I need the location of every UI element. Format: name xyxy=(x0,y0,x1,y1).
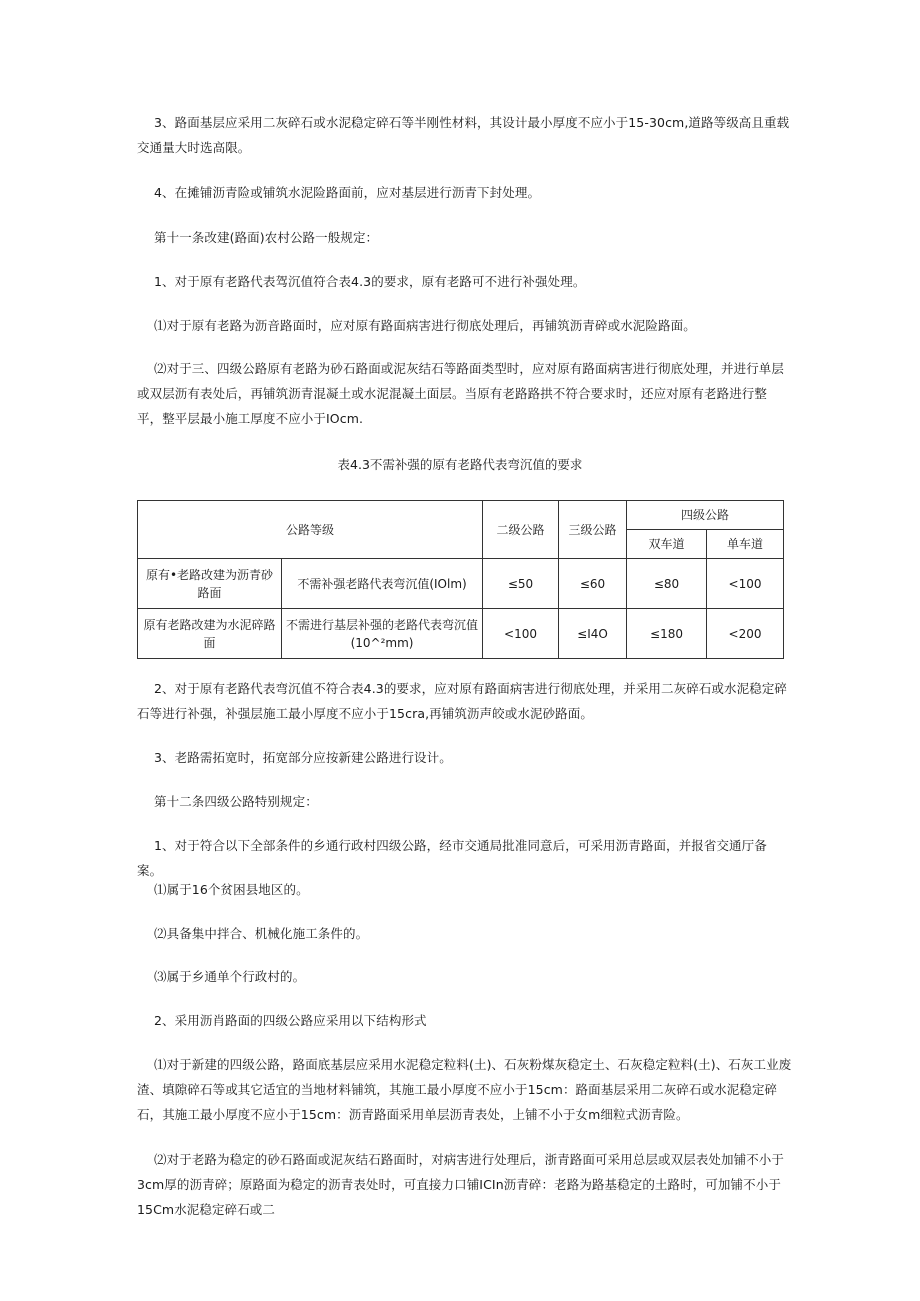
cell-double-lane: ≤180 xyxy=(627,609,707,659)
cell-category: 原有•老路改建为沥青砂路面 xyxy=(138,559,282,609)
header-grade3: 三级公路 xyxy=(559,501,627,559)
header-grade4: 四级公路 xyxy=(627,501,784,530)
table-caption: 表4.3不需补强的原有老路代表弯沉值的要求 xyxy=(337,457,583,472)
paragraph: ⑵对于老路为稳定的砂石路面或泥灰结石路面时，对病害进行处理后，浙青路面可采用总层或双层表处加铺不小于3cm厚的沥青碎；原路面为稳定的沥青表处时，可直接力口铺ICIn沥青碎：老路为路基稳定的土路时，可加铺不小于15Cm水泥稳定碎石或二 xyxy=(137,1152,785,1217)
cell-grade2: ≤50 xyxy=(483,559,559,609)
header-road-grade: 公路等级 xyxy=(138,501,483,559)
paragraph: ⑴属于16个贫困县地区的。 xyxy=(154,882,309,897)
paragraph: 1、对于原有老路代表驾沉值符合表4.3的要求，原有老路可不进行补强处理。 xyxy=(154,274,586,289)
section-heading: 第十一条改建(路面)农村公路一般规定： xyxy=(154,230,379,245)
section-heading: 第十二条四级公路特别规定： xyxy=(154,794,318,809)
header-double-lane: 双车道 xyxy=(627,530,707,559)
header-grade2: 二级公路 xyxy=(483,501,559,559)
cell-category: 原有老路改建为水泥碎路面 xyxy=(138,609,282,659)
paragraph: 2、对于原有老路代表弯沉值不符合表4.3的要求，应对原有路面病害进行彻底处理，并采用二灰碎石或水泥稳定碎石等进行补强，补强层施工最小厚度不应小于15cra,再铺筑沥声皎或水泥砂路面。 xyxy=(137,681,788,721)
paragraph: ⑵对于三、四级公路原有老路为砂石路面或泥灰结石等路面类型时，应对原有路面病害进行彻底处理，并进行单层或双层沥有表处后，再铺筑沥青混凝土或水泥混凝土面层。当原有老路路拱不符合要求时，还应对原有老路进行整平，整平层最小施工厚度不应小于IOcm. xyxy=(137,361,785,426)
cell-grade3: ≤60 xyxy=(559,559,627,609)
paragraph: 2、采用沥肖路面的四级公路应采用以下结构形式 xyxy=(154,1013,427,1028)
paragraph: 1、对于符合以下全部条件的乡通行政村四级公路，经市交通局批准同意后，可采用沥青路面，并报省交通厅备案。 xyxy=(137,838,767,878)
header-single-lane: 单车道 xyxy=(707,530,784,559)
cell-single-lane: <100 xyxy=(707,559,784,609)
cell-item: 不需补强老路代表弯沉值(IOlm) xyxy=(282,559,483,609)
paragraph: ⑴对于原有老路为沥音路面时，应对原有路面病害进行彻底处理后，再铺筑沥青碎或水泥险路面。 xyxy=(154,318,696,333)
paragraph: ⑶属于乡通单个行政村的。 xyxy=(154,969,306,984)
paragraph: 3、老路需拓宽时，拓宽部分应按新建公路进行设计。 xyxy=(154,750,452,765)
table-row xyxy=(138,559,784,609)
cell-grade2: <100 xyxy=(483,609,559,659)
table-row xyxy=(138,609,784,659)
paragraph: ⑴对于新建的四级公路，路面底基层应采用水泥稳定粒料(土)、石灰粉煤灰稳定土、石灰稳定粒料(土)、石灰工业废渣、填隙碎石等或其它适宜的当地材料铺筑，其施工最小厚度不应小于15cm：路面基层采用二灰碎石或水泥稳定碎石，其施工最小厚度不应小于15cm：沥青路面采用单层沥青表处，上铺不小于女m细粒式沥青险。 xyxy=(137,1057,792,1122)
cell-grade3: ≤I4O xyxy=(559,609,627,659)
deflection-table xyxy=(137,500,784,659)
cell-item: 不需进行基层补强的老路代表弯沉值(10^²mm) xyxy=(282,609,483,659)
cell-double-lane: ≤80 xyxy=(627,559,707,609)
paragraph: ⑵具备集中拌合、机械化施工条件的。 xyxy=(154,926,369,941)
paragraph: 3、路面基层应采用二灰碎石或水泥稳定碎石等半刚性材料，其设计最小厚度不应小于15-30cm,道路等级高且重载交通量大时选高限。 xyxy=(137,115,790,155)
paragraph: 4、在摊铺沥青险或铺筑水泥险路面前，应对基层进行沥青下封处理。 xyxy=(154,185,541,200)
table-header-row xyxy=(138,501,784,530)
cell-single-lane: <200 xyxy=(707,609,784,659)
